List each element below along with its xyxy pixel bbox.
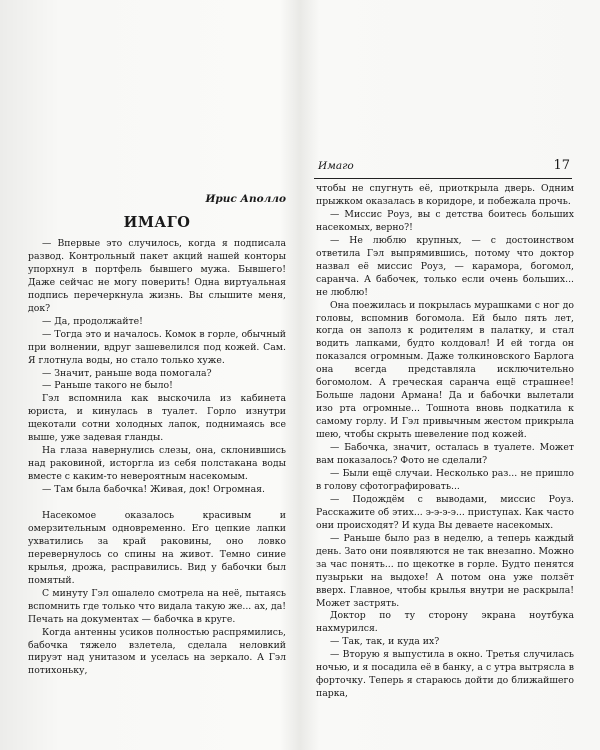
paragraph: На глаза навернулись слезы, она, склонившись над раковиной, исторгла из себя полстакана воды вместе с каким-то невероятным насекомым. — [28, 445, 286, 483]
right-text-column — [316, 183, 574, 701]
paragraph: — Тогда это и началось. Комок в горле, обычный при волнении, вдруг зашевелился под кожей. Сам. Я глотнула воды, но стало только хуже. — [28, 328, 286, 366]
paragraph: — Так, так, и куда их? — [330, 636, 440, 648]
page-number: 17 — [553, 158, 570, 173]
paragraph: — Значит, раньше вода помогала? — [42, 367, 212, 379]
paragraph: — Впервые это случилось, когда я подписала развод. Контрольный пакет акций нашей конторы упорхнул в портфель бывшего мужа. Бывшего! Даже сейчас не могу поверить! Одна виртуальная подпись перечеркнула жизнь. Вы слышите меня, док? — [28, 238, 286, 314]
paragraph: — Подождём с выводами, миссис Роуз. Расскажите об этих... э-э-э-э... приступах. Как часто они происходят? И куда Вы деваете насекомых. — [316, 493, 574, 531]
running-header — [314, 158, 572, 179]
paragraph: С минуту Гэл ошалело смотрела на неё, пытаясь вспомнить где только что видала такую же... ах, да! Печать на документах — бабочка в круге. — [28, 587, 286, 625]
paragraph: — Там была бабочка! Живая, док! Огромная. — [42, 484, 265, 496]
paragraph: — Вторую я выпустила в окно. Третья случилась ночью, и я посадила её в банку, а с утра вытрясла в форточку. Теперь я стараюсь дойти до ближайшего парка, — [316, 649, 574, 700]
paragraph: — Миссис Роуз, вы с детства боитесь больших насекомых, верно?! — [316, 208, 574, 233]
paragraph: Гэл вспомнила как выскочила из кабинета юриста, и кинулась в туалет. Горло изнутри щекотали сотни холодных лапок, поднимаясь все выше, уже задевая гланды. — [28, 393, 286, 444]
paragraph: — Раньше было раз в неделю, а теперь каждый день. Зато они появляются не так внезапно. Можно за час понять... по щекотке в горле. Будто пенятся пузырьки на выдохе! А потом она уже ползёт вверх. Главное, чтобы крылья внутри не раскрыла! Может застрять. — [316, 532, 574, 609]
paragraph: чтобы не спугнуть её, приоткрыла дверь. Одним прыжком оказалась в коридоре, и побежала прочь. — [316, 183, 574, 207]
story-title: ИМАГО — [123, 214, 191, 231]
paragraph: Когда антенны усиков полностью распрямились, бабочка тяжело взлетела, сделала неловкий пируэт над унитазом и уселась на зеркало. А Гэл потихоньку, — [28, 626, 286, 677]
paragraph: Она поежилась и покрылась мурашками с ног до головы, вспомнив богомола. Ей было пять лет, когда он заполз к родителям в палатку, и стал водить лапками, будто колдовал! И ей тогда он показался огромным. Даже толкиновского Барлога она всегда представляла исключительно богомолом. А греческая саранча ещё страшнее! Больше ладони Армана! Да и бабочки вылетали изо рта огромные... Тошнота вновь подкатила к самому горлу. И Гэл привычным жестом прикрыла шею, чтобы скрыть шевеление под кожей. — [316, 299, 574, 441]
paragraph: — Бабочка, значит, осталась в туалете. Может вам показалось? Фото не сделали? — [316, 442, 574, 467]
left-text-column — [28, 238, 286, 678]
paragraph: — Были ещё случаи. Несколько раз... не пришло в голову сфотографировать... — [316, 467, 574, 492]
paragraph: Доктор по ту сторону экрана ноутбука нахмурился. — [316, 610, 574, 635]
paragraph: — Раньше такого не было! — [42, 380, 173, 392]
author-name: Ирис Аполло — [205, 193, 286, 205]
running-title: Имаго — [318, 160, 354, 172]
paragraph: — Да, продолжайте! — [42, 315, 143, 327]
paragraph: Насекомое оказалось красивым и омерзительным одновременно. Его цепкие лапки ухватились за край раковины, оно ловко перевернулось со спины на живот. Темно синие крылья, дрожа, расправились. Вид у бабочки был помятый. — [28, 510, 286, 586]
paragraph: — Не люблю крупных, — с достоинством ответила Гэл выпрямившись, потому что доктор назвал её миссис Роуз, — карамора, богомол, саранча. А бабочек, только если очень больших... не люблю! — [316, 234, 574, 298]
